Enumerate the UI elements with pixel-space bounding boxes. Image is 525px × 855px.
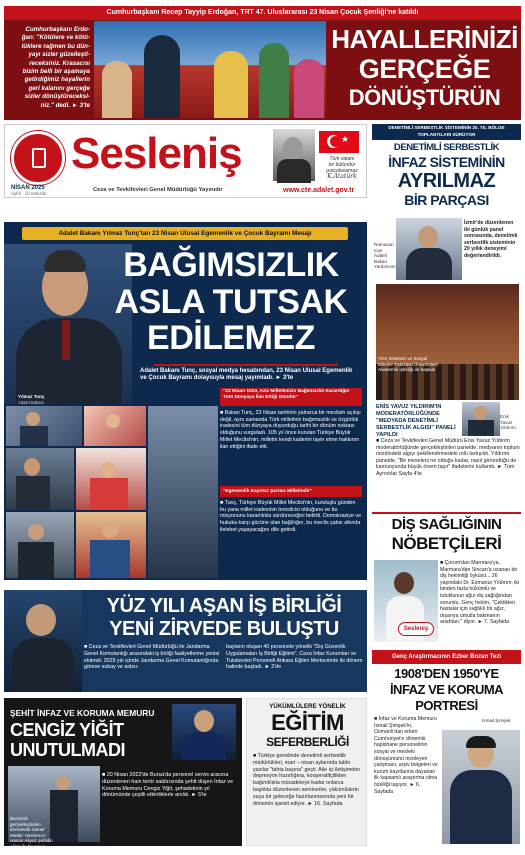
event-photo [76,448,146,510]
sidebar-tag-bar [372,124,521,140]
profile-story [372,650,521,846]
website-link[interactable]: www.cte.adalet.gov.tr [283,187,355,194]
dental-body: ■ Çorum'dan Marmara'ya, Marmara'dan Sincan'a uzanan bir diş hekimliği öyküsü... 26 yaşındaki Dr. Esmanur Yıldırım, iki binden fazla hükümlü ve tutuklunun ağız-diş sağlığından sorumlu. Genç hekim, "Çektikleri hastalar için sağlıklı bir ağız, dışarıya umutla bakmanın anahtarı." diyor. ► 7. Sayfada [440,560,520,626]
issue-date: NİSAN 2025 [11,185,45,191]
director-photo [462,402,500,436]
quote-line: receksiniz. Krasacısı [29,59,90,67]
lead-story [4,222,367,580]
business-headline-line: YÜZ YILI AŞAN İŞ BİRLİĞİ [106,595,342,617]
publisher: Ceza ve Tevkifevleri Genel Müdürlüğü Yayınıdır [93,187,223,193]
banner-kicker: Cumhurbaşkanı Recep Tayyip Erdoğan, TRT 47. Uluslararası 23 Nisan Çocuk Şenliği'ne katıldı [106,9,419,16]
quote-line: ğan: "Kötülere ve kötü- [21,34,90,42]
event-photo [148,406,218,578]
business-headline-line: YENİ ZİRVEDE BULUŞTU [109,618,339,640]
event-photo [76,512,146,578]
education-story [246,698,367,846]
quote-line: parçalanamaz [326,168,358,174]
education-headline [247,711,368,751]
justice-emblem-icon [11,131,65,185]
photo-figure [144,35,180,118]
banner-headline [330,24,519,118]
lead-headline-line: ASLA TUTSAK [114,283,348,321]
quote-line: Cumhurbaşkanı Erdo- [25,26,90,33]
quote-line: sizler dönüştüreceksi- [24,93,90,101]
quote-line: geri kalanını gerçeğe [28,84,90,92]
lead-body-1: ■ Bakan Tunç, 23 Nisan tarihinin yalnızca bir meclisin açılışı değil, aynı zamanda Türk milletinin bağımsızlık ve özgürlük iradesini tüm dünyaya duyurduğu tarihi bir dönüm noktası olduğunu vurguladı. 105 yıl önce kurulan Türkiye Büyük Millet Meclisi'nin, milletin kendi kaderini tayin etme hakkının ilan ettiğini ifade etti. [220,410,361,450]
profile-kicker-bar [372,650,521,664]
photo-figure [102,61,132,118]
lead-subhead-2: "Egemenlik Kayıtsız Şartsız Milletindir" [223,489,313,494]
sidebar-photo [396,218,462,280]
quote-line: Türk vatanı [329,156,355,162]
officer-photo [442,730,520,844]
dental-story [372,512,521,646]
sidebar-headline-line: BİR PARÇASI [404,192,489,208]
profile-headline [372,666,521,714]
business-story [4,590,367,692]
profile-headline-line: 1908'DEN 1950'YE [394,666,499,681]
lead-deck: Adalet Bakanı Tunç, sosyal medya hesabından, 23 Nisan Ulusal Egemenlik ve Çocuk Bayramı dolayısıyla mesaj yayımladı. ► 3'te [140,368,353,382]
dental-headline-line: DİŞ SAĞLIĞININ [391,516,502,533]
banner-headline-line: GERÇEĞE [358,54,491,84]
event-photo [84,406,146,446]
banner-headline-line: HAYALLERİNİZİ [331,24,518,54]
crowd-photo [376,284,519,400]
commander-photo [4,590,82,692]
quote-line: niz." dedi. ► 3'te [40,101,90,109]
subhead-bar [220,388,362,406]
education-headline-line: SEFERBERLİĞİ [266,735,349,749]
sidebar-top [372,124,521,509]
business-body-2: bayların oluşan 40 personele yönelik "Dış Güvenlik Uygulamaları İş Birliği Eğitimi", Ceza İnfaz Kurumları ve Tutukevleri Personeli Ankara Eğitim Merkezinde iki dönem halinde başladı. ► 2'de [226,644,363,671]
banner-kicker-bar [4,6,521,20]
quote-line: bizim belli bir aşamaya [22,68,90,76]
lead-body-2: ■ Tunç, Türkiye Büyük Millet Meclisi'nin, kuruluşlu günden bu yana millet iradesinin temsilcisi olduğunu ve bu misyonunu kararlılıkla sürdüreceğini belirtti. Demokrasiye ve hukuka karşı gücüne olan bağlılığın, bu meclis çatısı altında ilelebet yaşayacağını dile getirdi. [220,500,362,533]
lead-headline [100,246,362,356]
event-photo [6,448,74,510]
lead-headline-line: EDİLEMEZ [147,319,315,357]
minister-caption-title: Adalet Bakanı [18,400,45,405]
education-headline-line: EĞİTİM [271,710,344,735]
lead-subhead-1: "23 Nisan 1920, Aziz Milletimizin Bağımsızlık Karardığın Tüm Dünyaya İlan Ettiği Gündür" [223,389,350,400]
sidebar-body: İzmir'de düzenlenen iki günlük panel sonrasında, denetimli serbestlik sisteminin 20 yıllık deneyimi değerlendirildi. [464,220,518,259]
martyr-headline [10,720,170,760]
business-body-1: ■ Ceza ve Tevkifevleri Genel Müdürlüğü ile Jandarma Genel Komutanlığı arasındaki iş birliği faaliyetlerine yenisi eklendi. 2025 yılı içinde Jandarma Genel Komutanlığında göreve subay ve astsu- [84,644,220,671]
director-caption: Enis Yavuz Yıldırım [500,414,516,431]
banner-headline-line: DÖNÜŞTÜRÜN [348,85,501,110]
sesleniş-badge [398,622,434,636]
photo-figure [214,51,248,118]
sidebar-headline-line: İNFAZ SİSTEMİNİN [388,154,505,170]
sidebar-body-2: ■ Ceza ve Tevkifevleri Genel Müdürü Enis Yavuz Yıldırım moderatörlüğünde gerçekleştirilen panelde, medyanın toplum nezdindeki algıyı şekillendirmedeki rolü tartışıldı. Yıldırım panelde, "Bir meseleni ne olduğu kadar, nasıl göründüğü de kamuoyunda büyük önem taşır" ifadelerini kullandı. ► Tüm Ayrıntılar Sayfa 4'te [376,438,520,477]
ceremony-caption: Bursa'da gerçekleştirilen törenlerde Genel Müdür Yardımcısı Hasan Akyol, şehidin ailesi ile bir araya geldi [10,816,53,855]
event-photo [6,512,74,578]
sidebar-headline-line: AYRILMAZ [397,170,496,192]
profile-headline-line: PORTRESİ [415,698,478,713]
martyr-kicker: ŞEHİT İNFAZ VE KORUMA MEMURU [10,708,155,718]
banner-photo [94,21,326,118]
martyr-story [4,698,242,855]
sidebar-subhead: ENİS YAVUZ YILDIRIM'IN MODERATÖRLÜĞÜNDE "MEDYADA DENETİMLİ SERBESTLİK ALGISI" PANELİ YAPILDI [376,404,456,438]
quote-line: yayı sizler güzelleşti- [28,51,90,59]
masthead [4,124,367,198]
quote-line: getirdiğimiz hayallerin [24,76,90,84]
lead-kicker: Adalet Bakanı Yılmaz Tunç'tan 23 Nisan Ulusal Egemenlik ve Çocuk Bayramı Mesajı [58,230,312,237]
business-headline [84,594,364,642]
profile-kicker: Genç Araştırmacının Ezber Bozan Tezi [391,654,502,660]
ataturk-portrait [273,129,315,181]
sidebar-tag: DENETİMLİ SERBESTLİK SİSTEMİNİN 20. YIL BÖLGE TOPLANTILARI SÜRÜYOR [388,125,505,137]
quote-line: bir bütündür [328,162,356,168]
ataturk-quote [318,156,366,180]
signature: K.Atatürk [327,173,357,180]
lead-kicker-bar [22,227,348,240]
photo-figure [259,43,289,118]
minister-caption-name: Yılmaz Tunç [18,394,45,399]
badge-text: Sesleniş [403,626,429,632]
crowd-caption: Yılın Sistemin ve Sosyal Bilimler Fakültesi Üniversitesi Akademik işbirliği ile başladı [378,356,438,373]
martyr-headline-line: UNUTULMADI [10,740,125,760]
profile-caption: İsmail Şimşek [482,718,511,723]
dental-headline [372,516,521,556]
profile-headline-line: İNFAZ VE KORUMA [389,682,504,697]
sidebar-caption: Ramazan Can Adalet Bakan Yardımcısı [374,242,396,270]
issue-date-sub: Aylık · Ücretsizdir [11,191,47,196]
quote-line: lüklere rağmen bu dün- [21,42,90,50]
education-kicker: YÜKÜMLÜLERE YÖNELİK [269,703,346,710]
martyr-headline-line: CENGİZ YİĞİT [10,720,124,740]
photo-figure [294,59,324,118]
sidebar-headline [372,142,521,220]
profile-body: ■ İnfaz ve Koruma Memuru İsmail Şimşek'in, Osmanlı'dan erken Cumhuriyet'e dönemki hapishane personelinin sosyal ve mesleki dönüşümünü inceleyen çalışması, arşiv belgeleri ve kurum kayıtlarına dayanan ilk kapsamlı araştırma olma özelliği taşıyor. ► 6. Sayfada [374,716,438,795]
event-photo [6,406,82,446]
lead-headline-line: BAĞIMSIZLIK [123,246,339,284]
logo: Sesleniş [71,129,242,178]
dental-headline-line: NÖBETÇİLERİ [391,534,502,553]
subhead-bar [220,486,362,497]
banner-quote [8,26,90,116]
turkish-flag-icon: ★ [319,131,359,153]
martyr-body: ■ 20 Nisan 2022'de Bursa'da personel servis aracına düzenlenen hain terör saldırısında şehit düşen İnfaz ve Koruma Memuru Cengiz Yiğit, şehadetinin yıl dönümünde çeşitli etkinliklerle anıldı. ► 5'te [102,772,233,799]
martyr-portrait [172,704,236,760]
sidebar-headline-line: DENETİMLİ SERBESTLİK [393,142,500,153]
lead-headline-rule [154,364,338,366]
sidebar-subhead-box [376,404,462,438]
education-body: ■ Türkiye genelinde denetimli serbestlik müdürlükleri, mart – nisan aylarında tablo yazılar "tahta başına" geçti. Aile içi iletişimden depresyon hazırlığına, kooperatifçilikten bağımlılıkla mücadeleye kadar onlarca başlıkta düzenlenen seminerler, yükümlülerin suça bir geleceğe hazırlanmasında yeni bir dönemin işareti ediyor. ► 16. Sayfada [253,753,361,807]
top-banner [4,6,521,120]
